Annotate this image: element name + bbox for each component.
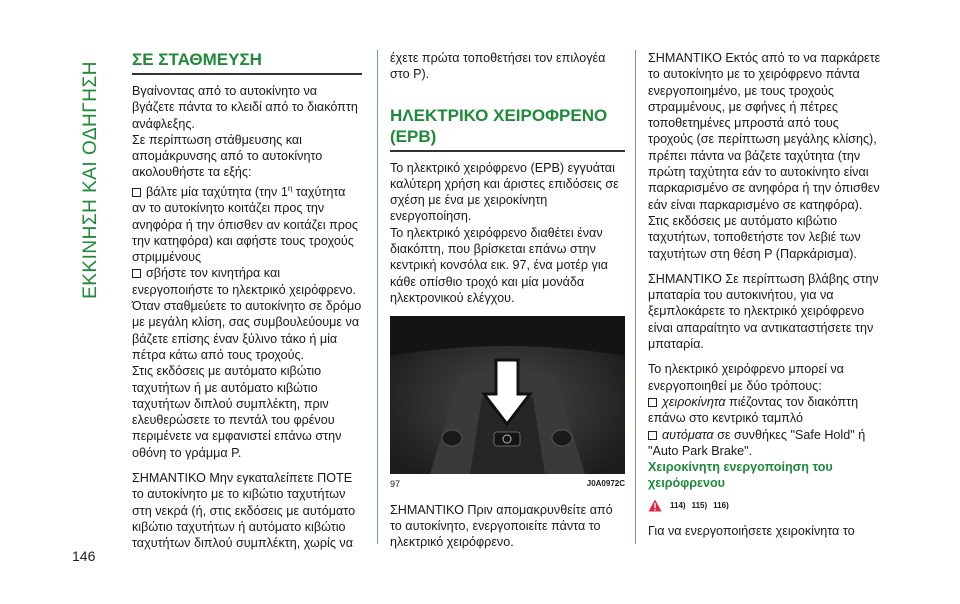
bullet-item: σβήστε τον κινητήρα και ενεργοποιήστε το ηλεκτρικό χειρόφρενο. xyxy=(132,266,357,297)
paragraph: έχετε πρώτα τοποθετήσει τον επιλογέα στο P). xyxy=(390,51,606,82)
section-side-title: ΕΚΚΙΝΗΣΗ ΚΑΙ ΟΔΗΓΗΣΗ xyxy=(80,61,101,299)
warning-references: 114) 115) 116) xyxy=(648,498,883,514)
bullet-box-icon xyxy=(132,188,141,197)
paragraph: Το ηλεκτρικό χειρόφρενο (EPB) εγγυάται καλύτερη χρήση και άριστες επιδόσεις σε σχέση με ένα με χειροκίνητη ενεργοποίηση. xyxy=(390,160,619,224)
section-heading-epb: ΗΛΕΚΤΡΙΚΟ ΧΕΙΡΟΦΡΕΝΟ (EPB) xyxy=(390,105,625,152)
paragraph: Όταν σταθμεύετε το αυτοκίνητο σε δρόμο με μεγάλη κλίση, σας συμβουλεύουμε να βάζετε επίσης έναν ξύλινο τάκο ή μία πέτρα κάτω από τους τροχούς. xyxy=(132,299,362,362)
column-divider xyxy=(635,50,636,544)
column-divider xyxy=(377,50,378,544)
paragraph: ΣΗΜΑΝΤΙΚΟ Πριν απομακρυνθείτε από το αυτοκίνητο, ενεργοποιείτε πάντα το ηλεκτρικό χειρόφρενο. xyxy=(390,502,613,550)
column-3 xyxy=(648,50,883,539)
console-illustration xyxy=(390,316,625,474)
column-2 xyxy=(390,50,625,550)
paragraph: Το ηλεκτρικό χειρόφρενο μπορεί να ενεργοποιηθεί με δύο τρόπους: xyxy=(648,362,844,393)
bullet-box-icon xyxy=(648,398,657,407)
bullet-item: χειροκίνητα πιέζοντας τον διακόπτη επάνω στο κεντρικό ταμπλό xyxy=(648,394,859,426)
paragraph: Στις εκδόσεις με αυτόματο κιβώτιο ταχυτήτων ή με αυτόματο κιβώτιο ταχυτήτων διπλού συμπλέκτη, πριν ελευθερώσετε το πεντάλ του φρένου περιμένετε να εμφανιστεί επάνω στην οθόνη το γράμμα P. xyxy=(132,364,342,460)
paragraph: Το ηλεκτρικό χειρόφρενο διαθέτει έναν διακόπτη, που βρίσκεται επάνω στην κεντρική κονσόλα εικ. 97, ένα μοτέρ για κάθε οπίσθιο τροχό και μία μονάδα ηλεκτρονικού ελέγχου. xyxy=(390,225,608,305)
section-heading-parking: ΣΕ ΣΤΑΘΜΕΥΣΗ xyxy=(132,50,362,75)
paragraph: Για να ενεργοποιήσετε χειροκίνητα το xyxy=(648,524,855,539)
bullet-box-icon xyxy=(132,269,141,278)
figure-caption: 97 J0A0972C xyxy=(390,479,625,490)
subsection-heading: Χειροκίνητη ενεργοποίηση του χειρόφρενου xyxy=(648,460,833,491)
bullet-item: αυτόματα σε συνθήκες "Safe Hold" ή "Auto Park Brake". xyxy=(648,427,866,458)
bullet-box-icon xyxy=(648,431,657,440)
column-1 xyxy=(132,50,362,552)
epb-switch-photo xyxy=(390,316,625,474)
paragraph: ΣΗΜΑΝΤΙΚΟ Εκτός από το να παρκάρετε το αυτοκίνητο με το χειρόφρενο πάντα ενεργοποιημένο, με τους τροχούς στραμμένους, με σφήνες ή πέτρες τοποθετημένες μπροστά από τους τροχούς (σε περίπτωση μεγάλης κλίσης), πρέπει πάντα να βάζετε ταχύτητα (την πρώτη ταχύτητα εάν το αυτοκίνητο είναι παρκαρισμένο σε ανηφόρα ή την όπισθεν εάν είναι παρκαρισμένο σε κατηφόρα). Στις εκδόσεις με αυτόματο κιβώτιο ταχυτήτων, τοποθετήστε τον λεβιέ των ταχυτήτων στη θέση P (Παρκάρισμα). xyxy=(648,51,881,261)
paragraph: Βγαίνοντας από το αυτοκίνητο να βγάζετε πάντα το κλειδί από το διακόπτη ανάφλεξης. xyxy=(132,84,358,131)
warning-triangle-icon xyxy=(648,499,662,512)
bullet-item: βάλτε μία ταχύτητα (την $1^\eta$ ταχύτητα αν το αυτοκίνητο κοιτάζει προς την ανηφόρα ή την όπισθεν αν κοιτάζει προς την κατηφόρα) και αφήστε τους τροχούς στριμμένους xyxy=(132,183,358,265)
paragraph: Σε περίπτωση στάθμευσης και απομάκρυνσης από το αυτοκίνητο ακολουθήστε τα εξής: xyxy=(132,132,323,180)
page-number: 146 xyxy=(72,548,96,564)
paragraph: ΣΗΜΑΝΤΙΚΟ Σε περίπτωση βλάβης στην μπαταρία του αυτοκινήτου, για να ξεμπλοκάρετε το ηλεκτρικό χειρόφρενο είναι απαραίτητο να αντικαταστήσετε την μπαταρία. xyxy=(648,271,879,352)
paragraph: ΣΗΜΑΝΤΙΚΟ Μην εγκαταλείπετε ΠΟΤΕ το αυτοκίνητο με το κιβώτιο ταχυτήτων στη νεκρά (ή, στις εκδόσεις με αυτόματο κιβώτιο ταχυτήτων ή αυτόματο κιβώτιο ταχυτήτων διπλού συμπλέκτη, χωρίς να xyxy=(132,471,356,551)
